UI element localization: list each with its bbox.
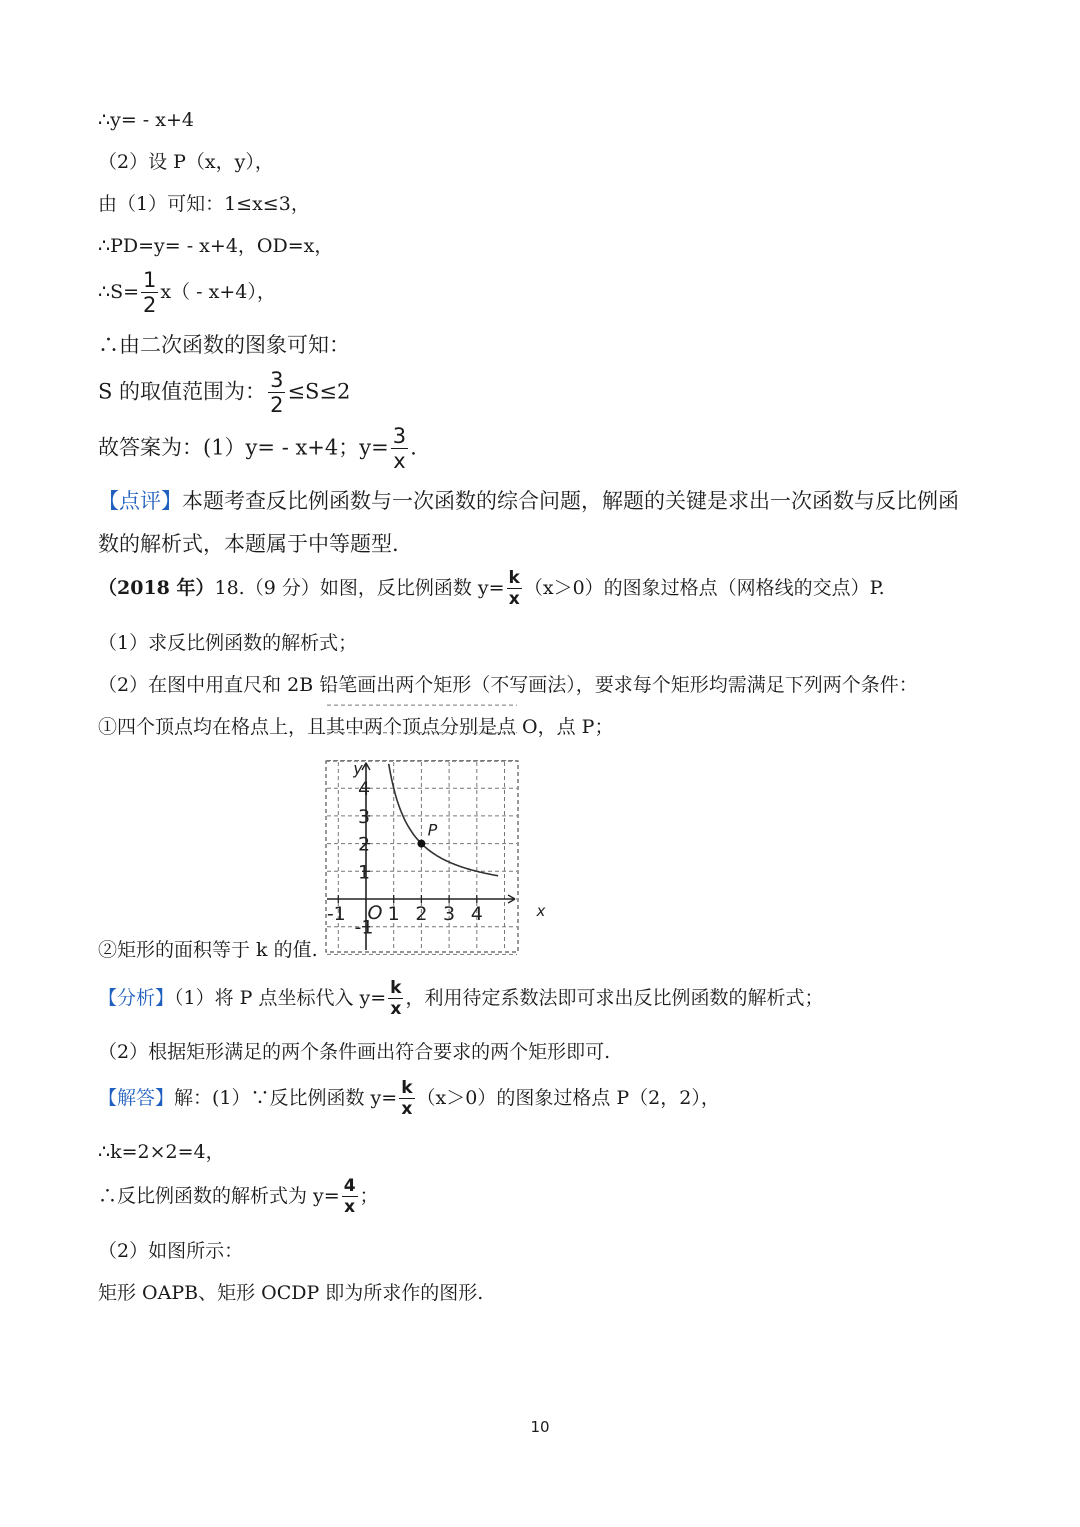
text: 故答案为：(1）y= - x+4；y= (98, 435, 389, 460)
line-question (98, 570, 885, 608)
denominator: x (390, 999, 402, 1019)
hyperbola-curve (389, 764, 498, 876)
line-quadratic-note: ∴由二次函数的图象可知： (98, 333, 350, 357)
fraction-4-over-x (342, 1178, 358, 1216)
line-comment-cont: 数的解析式，本题属于中等题型. (98, 532, 399, 556)
text: 解：(1）∵反比例函数 y= (174, 1087, 398, 1109)
denominator: 2 (270, 393, 284, 417)
line-conclusion: 矩形 OAPB、矩形 OCDP 即为所求作的图形. (98, 1282, 484, 1304)
y-axis-label: y (353, 759, 363, 778)
x-tick-label: 2 (415, 903, 428, 925)
line-resolved-function (98, 1178, 379, 1216)
y-tick-label: 3 (357, 805, 371, 828)
fraction-k-over-x (388, 980, 403, 1018)
axis-labels (327, 759, 546, 939)
numerator: 1 (143, 268, 157, 292)
text: ∴S= (98, 281, 140, 303)
denominator: x (508, 589, 520, 609)
line-solution (98, 1080, 720, 1118)
numerator: k (390, 978, 402, 998)
numerator: k (508, 568, 520, 588)
analysis-tag: 【分析】 (98, 987, 175, 1009)
y-tick-label: -1 (354, 916, 374, 939)
fraction-k-over-x (507, 570, 522, 608)
fraction-k-over-x (399, 1080, 414, 1118)
line-set-p: （2）设 P（x，y）， (98, 151, 274, 173)
numerator: 3 (392, 424, 407, 448)
coordinate-figure (325, 759, 546, 953)
line-k-value: ∴k=2×2=4， (98, 1141, 225, 1163)
question-year: （2018 年） (98, 577, 215, 599)
numerator: k (401, 1078, 413, 1098)
line-pd-od: ∴PD=y= - x+4，OD=x， (98, 235, 334, 257)
line-answer (98, 426, 417, 472)
text: S 的取值范围为： (98, 379, 267, 404)
denominator: x (344, 1197, 356, 1217)
x-axis-label: x (536, 902, 546, 920)
line-area-formula (98, 270, 276, 316)
numerator: 3 (270, 368, 284, 392)
text: （x＞0）的图象过格点（网格线的交点）P. (523, 577, 885, 599)
line-y-equation: ∴y= - x+4 (98, 109, 194, 131)
x-tick-label: -1 (326, 903, 346, 925)
x-tick-label: 4 (470, 903, 483, 925)
line-analysis (98, 980, 824, 1018)
denominator: 2 (143, 293, 157, 317)
x-tick-label: 1 (387, 903, 400, 925)
line-s-range (98, 370, 350, 416)
text: . (410, 435, 417, 460)
line-analysis-2: （2）根据矩形满足的两个条件画出符合要求的两个矩形即可. (98, 1041, 611, 1063)
text: （1）将 P 点坐标代入 y= (174, 987, 387, 1009)
denominator: x (401, 1099, 413, 1119)
text: ∴反比例函数的解析式为 y= (98, 1185, 340, 1207)
line-comment (98, 488, 959, 514)
origin-label: O (367, 902, 383, 924)
numerator: 4 (343, 1176, 356, 1196)
comment-text: 本题考查反比例函数与一次函数的综合问题，解题的关键是求出一次函数与反比例函 (182, 489, 959, 513)
line-x-range: 由（1）可知：1≤x≤3， (98, 193, 310, 215)
fraction-3-over-x (391, 426, 408, 472)
text: ，利用待定系数法即可求出反比例函数的解析式； (405, 987, 824, 1009)
denominator: x (393, 449, 406, 473)
comment-tag: 【点评】 (98, 489, 182, 513)
text: 18.（9 分）如图，反比例函数 y= (214, 577, 505, 599)
y-tick-label: 2 (357, 833, 371, 856)
y-tick-label: 1 (357, 861, 371, 884)
fraction-three-halves (268, 370, 285, 416)
text: x（ - x+4）， (160, 281, 276, 303)
fraction-one-half (141, 270, 158, 316)
solution-tag: 【解答】 (98, 1087, 175, 1109)
text: （x＞0）的图象过格点 P（2，2）， (416, 1087, 720, 1109)
text: ； (359, 1185, 379, 1207)
x-tick-label: 3 (443, 903, 456, 925)
text: ≤S≤2 (287, 379, 351, 404)
line-question-1: （1）求反比例函数的解析式； (98, 632, 358, 654)
line-condition-1: ①四个顶点均在格点上，且其中两个顶点分别是点 O，点 P； (98, 716, 614, 738)
page-number: 10 (530, 1418, 550, 1436)
point-p (417, 840, 425, 848)
line-question-2: （2）在图中用直尺和 2B 铅笔画出两个矩形（不写画法），要求每个矩形均需满足下列两个条件： (98, 674, 918, 696)
line-figure-note: （2）如图所示： (98, 1240, 244, 1262)
y-tick-label: 4 (357, 778, 371, 801)
point-p-label: P (427, 820, 438, 840)
line-condition-2: ②矩形的面积等于 k 的值. (98, 939, 318, 961)
